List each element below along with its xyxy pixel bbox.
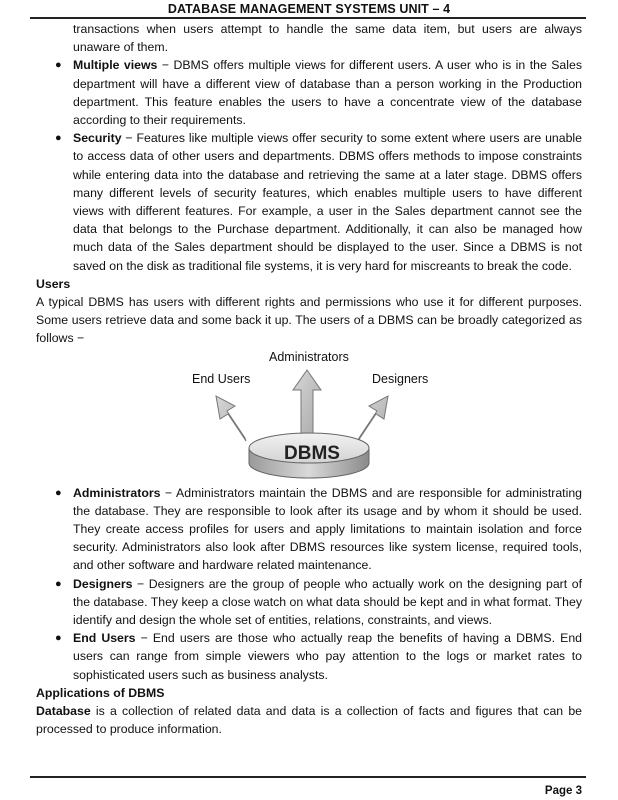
continued-fragment: transactions when users attempt to handle the same data item, but users are always unaware of them. bbox=[73, 22, 582, 55]
bullet-icon: ● bbox=[55, 632, 62, 645]
dbms-users-diagram bbox=[36, 350, 582, 480]
user-type-term: Administrators bbox=[73, 485, 161, 500]
bullet-icon: ● bbox=[55, 577, 62, 590]
applications-heading: Applications of DBMS bbox=[36, 685, 165, 700]
applications-term: Database bbox=[36, 704, 91, 719]
users-heading: Users bbox=[36, 276, 71, 291]
diagram-label-dbms: DBMS bbox=[284, 442, 340, 464]
user-type-term: End Users bbox=[73, 631, 136, 646]
bullet-icon: ● bbox=[55, 59, 62, 72]
footer-rule bbox=[30, 776, 586, 778]
diagram-label-administrators: Administrators bbox=[269, 349, 349, 364]
user-type-text: − Designers are the group of people who actually work on the designing part of the database. They keep a close watch on what data should be kept and in what format. They identify and design the whole set of entities, relations, constraints, and views. bbox=[73, 576, 582, 628]
user-type-list bbox=[36, 484, 582, 684]
arrow-to-designers bbox=[358, 396, 388, 441]
document-body bbox=[36, 20, 582, 739]
feature-text: − Features like multiple views offer security to some extent where users are unable to access data of other users and departments. DBMS offers methods to impose constraints while entering data into the database and retrieving the same at a later stage. DBMS offers many different levels of security features, which enables multiple users to have different views with different features. For example, a user in the Sales department cannot see the data that belongs to the Purchase department. Additionally, it can also be managed how much data of the Sales department should be displayed to the user. Since a DBMS is not saved on the disk as traditional file systems, it is very hard for miscreants to break the code. bbox=[73, 131, 582, 273]
bullet-icon: ● bbox=[55, 132, 62, 145]
header-rule bbox=[30, 17, 586, 19]
user-type-item-designers bbox=[36, 575, 582, 630]
page-number: Page 3 bbox=[544, 785, 582, 797]
user-type-term: Designers bbox=[73, 576, 133, 591]
feature-text: − DBMS offers multiple views for different users. A user who is in the Sales department will have a different view of database than a person working in the Production department. This feature enables the users to have a concentrate view of the database according to their requirements. bbox=[73, 58, 582, 128]
user-type-text: − End users are those who actually reap the benefits of having a DBMS. End users can range from simple viewers who pay attention to the logs or market rates to sophisticated users such as business analysts. bbox=[73, 631, 582, 682]
feature-item-security bbox=[36, 129, 582, 275]
user-type-text: − Administrators maintain the DBMS and are responsible for administrating the database. They are responsible to look after its usage and by whom it should be used. They create access profiles for users and apply limitations to maintain isolation and force security. Administrators also look after DBMS resources like system license, required tools, and other software and hardware related maintenance. bbox=[73, 485, 582, 573]
applications-text: is a collection of related data and data is a collection of facts and figures that can be processed to produce information. bbox=[36, 704, 582, 737]
bullet-icon: ● bbox=[55, 486, 62, 499]
diagram-label-end-users: End Users bbox=[192, 371, 251, 386]
user-type-item-administrators bbox=[36, 484, 582, 575]
user-type-item-end-users bbox=[36, 629, 582, 684]
feature-list bbox=[36, 56, 582, 274]
feature-term: Security bbox=[73, 131, 122, 146]
users-intro: A typical DBMS has users with different rights and permissions who use it for different purposes. Some users retrieve data and some back it up. The users of a DBMS can be broadly categorized as follows − bbox=[36, 295, 582, 346]
feature-term: Multiple views bbox=[73, 58, 158, 73]
applications-paragraph bbox=[36, 702, 582, 738]
arrow-to-administrators bbox=[293, 370, 321, 434]
arrow-to-end-users bbox=[216, 396, 246, 441]
feature-item-multiple-views bbox=[36, 56, 582, 129]
diagram-label-designers: Designers bbox=[372, 371, 429, 386]
page-header-title: DATABASE MANAGEMENT SYSTEMS UNIT – 4 bbox=[167, 2, 451, 16]
